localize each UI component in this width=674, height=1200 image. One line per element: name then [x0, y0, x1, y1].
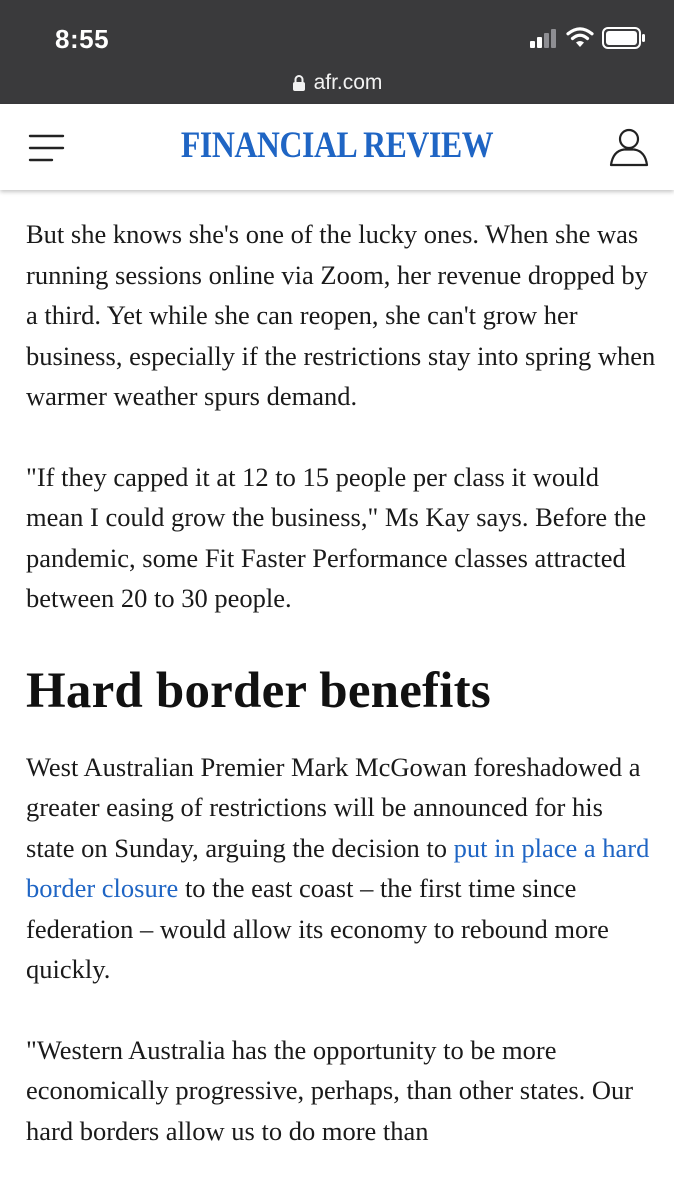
status-time: 8:55 — [55, 24, 110, 54]
url-text: afr.com — [313, 71, 383, 94]
site-header — [0, 104, 674, 190]
paragraph-text: West Australian Premier Mark McGowan foreshadowed a greater easing of restrictions will be announced for his state on Sunday, arguing the decision to — [26, 751, 641, 863]
battery-icon — [602, 27, 646, 54]
paragraph-text: to the east coast – the first time since federation – would allow its economy to rebound more quickly. — [26, 873, 609, 984]
article-paragraph: "Western Australia has the opportunity to be more economically progressive, perhaps, than other states. Our hard borders allow us to do more than — [26, 1034, 634, 1146]
article-paragraph — [26, 747, 656, 990]
user-account-icon[interactable] — [608, 126, 650, 168]
article-body — [26, 214, 656, 1151]
hard-border-closure-link[interactable]: put in place a hard border closure — [26, 832, 650, 903]
masthead-logo[interactable]: FINANCIAL REVIEW — [180, 125, 494, 166]
status-icons — [530, 28, 646, 52]
url-bar[interactable] — [0, 66, 674, 100]
lock-icon — [292, 74, 306, 92]
status-bar — [0, 0, 674, 104]
wifi-icon — [566, 27, 594, 54]
article-paragraph: "If they capped it at 12 to 15 people per class it would mean I could grow the business," Ms Kay says. Before the pandemic, some Fit Faster Performance classes attracted between 20 to 30 people. — [26, 461, 647, 613]
cellular-signal-icon — [530, 28, 558, 53]
section-heading: Hard border benefits — [26, 662, 491, 719]
article-paragraph: But she knows she's one of the lucky ones. When she was running sessions online via Zoom, her revenue dropped by a third. Yet while she can reopen, she can't grow her business, especially if the restrictions stay into spring when warmer weather spurs demand. — [26, 219, 656, 411]
